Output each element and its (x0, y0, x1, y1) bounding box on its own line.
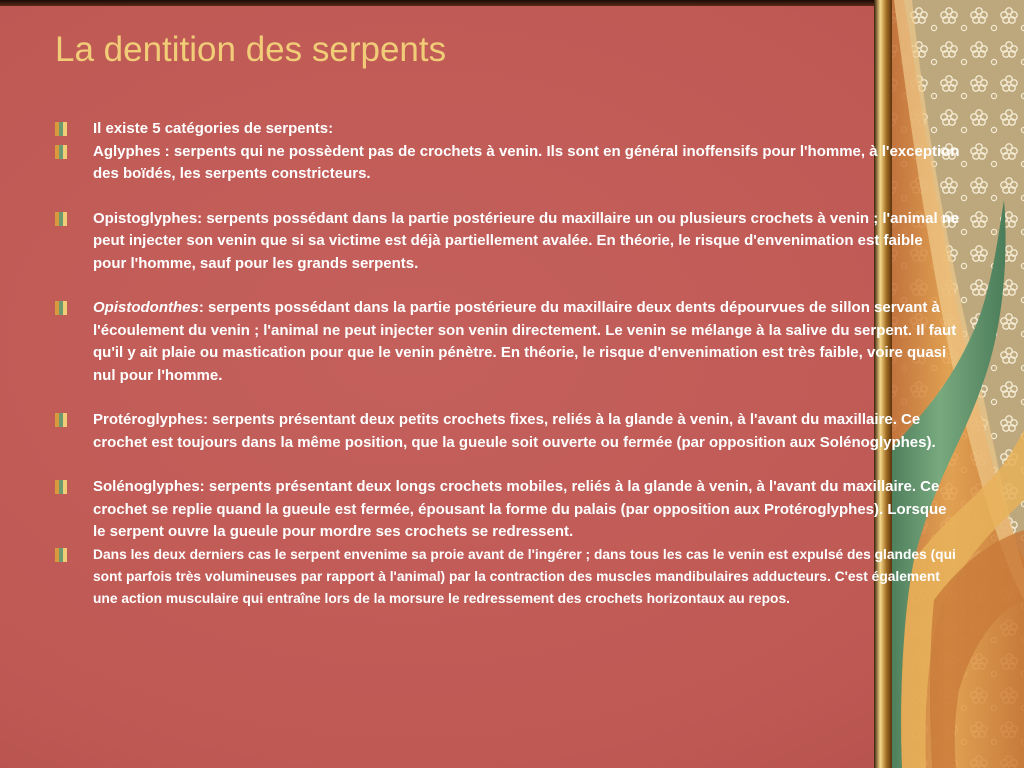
bullet-item (55, 409, 960, 454)
bullet-item (55, 476, 960, 544)
bullet-marker-icon (55, 480, 67, 494)
bullet-item (55, 141, 960, 186)
bullet-marker-icon (55, 122, 67, 136)
bullet-item (55, 297, 960, 387)
bullet-text: Il existe 5 catégories de serpents: (93, 120, 334, 137)
bullet-marker-icon (55, 301, 67, 315)
bullet-text: Protéroglyphes: serpents présentant deux petits crochets fixes, reliés à la glande à venin, à l'avant du maxillaire. Ce crochet est toujours dans la même position, que la gueule soit ouverte ou fermée (par opposition aux Solénoglyphes). (93, 411, 936, 451)
bullet-item (55, 544, 960, 610)
bullet-text: Dans les deux derniers cas le serpent envenime sa proie avant de l'ingérer ; dans tous les cas le venin est expulsé des glandes (qui sont parfois très volumineuses par rapport à l'animal) par la contraction des muscles mandibulaires adducteurs. C'est également une action musculaire qui entraîne lors de la morsure le redressement des crochets horizontaux au repos. (93, 546, 956, 606)
bullet-text: Solénoglyphes: serpents présentant deux longs crochets mobiles, reliés à la glande à venin, à l'avant du maxillaire. Ce crochet se replie quand la gueule est fermée, épousant la forme du palais (par opposition aux Protéroglyphes). Lorsque le serpent ouvre la gueule pour mordre ses crochets se redressent. (93, 478, 947, 540)
bullet-list (55, 118, 960, 610)
bullet-lead-italic: Opistodonthes (93, 299, 199, 316)
bullet-item (55, 208, 960, 276)
bullet-marker-icon (55, 413, 67, 427)
slide-title: La dentition des serpents (55, 30, 447, 69)
bullet-item (55, 118, 960, 141)
bullet-marker-icon (55, 548, 67, 562)
bullet-text: Aglyphes : serpents qui ne possèdent pas de crochets à venin. Ils sont en général inoffensifs pour l'homme, à l'exception des boïdés, les serpents constricteurs. (93, 142, 960, 182)
bullet-text: : serpents possédant dans la partie postérieure du maxillaire deux dents dépourvues de sillon servant à l'écoulement du venin ; l'animal ne peut injecter son venin directement. Le venin se mélange à la salive du serpent. Il faut qu'il y ait plaie ou mastication pour que le venin pénètre. En théorie, le risque d'envenimation est très faible, voire quasi nul pour l'homme. (93, 299, 957, 384)
bullet-marker-icon (55, 145, 67, 159)
top-shadow-band (0, 0, 880, 6)
bullet-text: Opistoglyphes: serpents possédant dans la partie postérieure du maxillaire un ou plusieurs crochets à venin ; l'animal ne peut injecter son venin que si sa victime est déjà partiellement avalée. En théorie, le risque d'envenimation est faible pour l'homme, sauf pour les grands serpents. (93, 209, 960, 272)
bullet-marker-icon (55, 212, 67, 226)
